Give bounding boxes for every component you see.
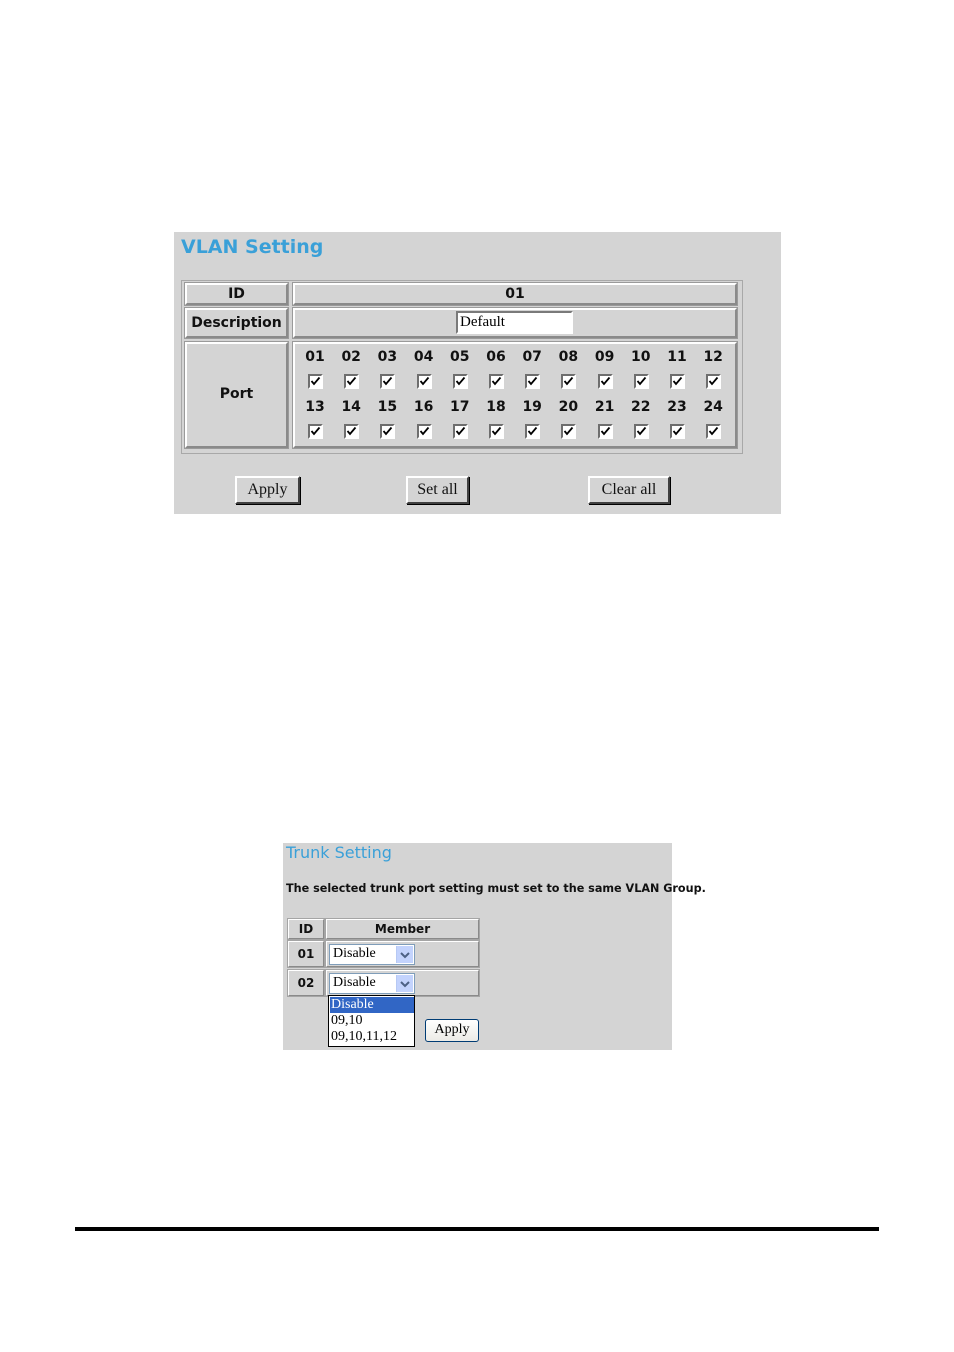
trunk-id-header: ID [298,922,314,936]
trunk-member-select[interactable] [329,944,415,965]
checkmark-icon [563,426,574,437]
trunk-row-id: 02 [297,976,315,990]
trunk-member-select-value: Disable [333,975,376,990]
port-number: 06 [486,349,506,365]
port-number: 23 [667,399,687,415]
port-number: 19 [522,399,542,415]
trunk-note: The selected trunk port setting must set to the same VLAN Group. [286,882,706,895]
port-checkbox[interactable] [489,374,504,389]
checkmark-icon [491,376,502,387]
port-checkbox[interactable] [634,424,649,439]
checkmark-icon [600,426,611,437]
trunk-setting-panel [283,843,706,1050]
port-number: 08 [558,349,579,365]
checkmark-icon [419,426,430,437]
vlan-setting-title: VLAN Setting [181,236,324,258]
id-label: ID [228,286,245,302]
checkmark-icon [419,376,430,387]
port-number: 16 [413,399,434,415]
port-checkbox[interactable] [417,424,432,439]
port-checkbox[interactable] [344,424,359,439]
trunk-row-id: 01 [297,947,315,961]
clear-all-button[interactable]: Clear all [588,476,670,504]
port-number: 24 [703,399,723,415]
checkmark-icon [636,376,647,387]
checkmark-icon [346,426,357,437]
port-number: 13 [305,399,325,415]
checkmark-icon [636,426,647,437]
port-checkbox[interactable] [525,424,540,439]
port-checkbox[interactable] [308,424,323,439]
port-number: 12 [703,349,723,365]
port-checkbox[interactable] [706,374,721,389]
checkmark-icon [382,426,393,437]
dropdown-option[interactable]: Disable [330,997,414,1013]
checkmark-icon [672,426,683,437]
checkmark-icon [527,426,538,437]
port-number: 15 [377,399,398,415]
port-number: 21 [594,399,615,415]
checkmark-icon [708,426,719,437]
checkmark-icon [600,376,611,387]
port-number: 18 [486,399,506,415]
port-label: Port [219,386,254,402]
port-number: 22 [631,399,651,415]
port-checkbox[interactable] [561,374,576,389]
checkmark-icon [708,376,719,387]
checkmark-icon [310,376,321,387]
description-input[interactable]: Default [456,311,573,334]
trunk-member-select-value: Disable [333,946,376,961]
port-number: 11 [667,349,687,365]
port-number: 04 [413,349,434,365]
port-checkbox[interactable] [308,374,323,389]
trunk-setting-title: Trunk Setting [286,843,392,862]
port-checkbox[interactable] [670,374,685,389]
port-number: 02 [341,349,361,365]
port-checkbox[interactable] [525,374,540,389]
trunk-apply-button[interactable]: Apply [425,1019,479,1042]
port-number: 03 [377,349,398,365]
port-checkbox[interactable] [670,424,685,439]
apply-button[interactable]: Apply [235,476,300,504]
port-checkbox[interactable] [598,424,613,439]
dropdown-option[interactable]: 09,10 [331,1013,363,1028]
port-number: 07 [522,349,542,365]
checkmark-icon [310,426,321,437]
checkmark-icon [563,376,574,387]
checkmark-icon [672,376,683,387]
port-number: 01 [305,349,325,365]
vlan-id-value: 01 [505,286,525,302]
port-number: 17 [450,399,470,415]
trunk-member-dropdown-list [328,995,415,1047]
port-number: 20 [558,399,579,415]
port-checkbox[interactable] [489,424,504,439]
checkmark-icon [455,426,466,437]
port-number: 09 [594,349,615,365]
port-number: 05 [450,349,470,365]
port-checkbox[interactable] [344,374,359,389]
port-number: 14 [341,399,361,415]
port-checkbox[interactable] [453,374,468,389]
vlan-setting-panel [174,232,781,514]
checkmark-icon [491,426,502,437]
port-checkbox[interactable] [706,424,721,439]
port-number: 10 [631,349,651,365]
dropdown-option[interactable]: 09,10,11,12 [331,1029,397,1044]
trunk-member-select[interactable] [329,973,415,994]
port-checkbox[interactable] [380,374,395,389]
page-divider [75,1227,879,1231]
port-checkbox[interactable] [598,374,613,389]
port-checkbox[interactable] [561,424,576,439]
trunk-member-header: Member [374,922,431,936]
checkmark-icon [346,376,357,387]
port-checkbox[interactable] [634,374,649,389]
checkmark-icon [527,376,538,387]
checkmark-icon [382,376,393,387]
checkmark-icon [455,376,466,387]
set-all-button[interactable]: Set all [406,476,469,504]
port-checkbox[interactable] [380,424,395,439]
description-label: Description [191,315,282,331]
port-checkbox[interactable] [417,374,432,389]
port-checkbox[interactable] [453,424,468,439]
chevron-down-icon[interactable] [396,946,413,963]
chevron-down-icon[interactable] [396,975,413,992]
